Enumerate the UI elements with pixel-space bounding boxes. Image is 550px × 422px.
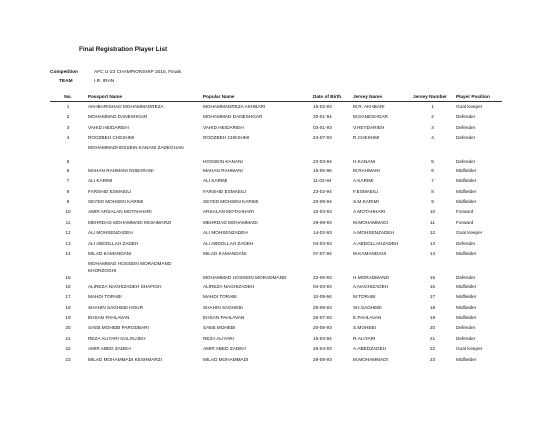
cell-jersey-name: E.PAHLAVAN: [353, 315, 382, 321]
cell-popular: VAHID HEIDARIEH: [203, 124, 244, 130]
cell-position: Midfielder: [456, 188, 477, 194]
header-jersey-name: Jersey Name: [351, 93, 411, 102]
cell-position: Midfielder: [456, 167, 477, 173]
table-row: [50, 260, 502, 283]
document-title: Final Registration Player List: [79, 46, 168, 53]
cell-popular: MOHAMMAD DANESHGAR: [203, 114, 263, 120]
cell-dob: 10-09-94: [313, 294, 332, 300]
cell-jersey-name: A.MOTAHHARI: [353, 209, 386, 215]
cell-no: 5: [66, 158, 70, 164]
cell-jersey-number: 10: [429, 209, 436, 215]
cell-position: Defender: [456, 240, 476, 246]
cell-popular: MILAD MOHAMMADI: [203, 356, 249, 362]
cell-position: Midfielder: [456, 315, 477, 321]
table-row: [50, 176, 502, 186]
cell-no: 1: [66, 103, 70, 109]
cell-popular: MOHAMMAD HOSSEIN MORADMAND: [203, 274, 287, 280]
cell-passport: FARSHID ESMAEILI: [88, 188, 132, 194]
cell-position: Midfielder: [456, 251, 477, 257]
cell-jersey-name: A.KARIMI: [353, 178, 374, 184]
cell-jersey-name: M.DANESHGAR: [353, 114, 388, 120]
cell-jersey-number: 9: [431, 199, 434, 205]
header-jersey-number: Jersey Number: [411, 93, 454, 102]
cell-position: Defender: [456, 325, 476, 331]
table-row: [50, 144, 502, 167]
cell-jersey-name: M.R. AKHBARI: [353, 103, 385, 109]
cell-popular: ROOZBEH CHESHMI: [203, 135, 250, 141]
table-row: [50, 197, 502, 207]
cell-position: Midfielder: [456, 304, 477, 310]
cell-position: Defender: [456, 335, 476, 341]
cell-no: 14: [65, 251, 71, 257]
cell-passport: AMIR ABED ZADEH: [88, 346, 131, 352]
cell-passport: AKHBARISHAD MOHAMMADREZA: [88, 103, 164, 109]
cell-jersey-name: H.KANANI: [353, 158, 376, 164]
table-row: [50, 228, 502, 238]
cell-dob: 24-07-93: [313, 135, 332, 141]
cell-dob: 25-07-93: [313, 315, 332, 321]
cell-jersey-number: 22: [429, 346, 436, 352]
cell-jersey-number: 7: [431, 178, 434, 184]
cell-dob: 04-03-93: [313, 283, 332, 289]
cell-popular: SEYED MOHSEN KARIMI: [203, 199, 259, 205]
cell-popular: MILAD KAMANDANI: [203, 251, 247, 257]
cell-no: 19: [65, 315, 71, 321]
competition-value: AFC U-23 CHAMPIONSHIP 2016, Finals: [94, 70, 182, 75]
cell-passport: SHAHIN SAGHEBI HOUR: [88, 304, 143, 310]
cell-popular: EHSAN PAHLAVAN: [203, 315, 245, 321]
cell-jersey-number: 18: [429, 304, 436, 310]
cell-jersey-name: M.MOHAMMADI: [353, 356, 388, 362]
cell-jersey-name: S.MOHEBI: [353, 325, 376, 331]
table-row: [50, 239, 502, 249]
cell-passport: SAEB MOHEBI PARODBARI: [88, 325, 149, 331]
cell-jersey-number: 5: [431, 158, 434, 164]
cell-jersey-number: 15: [429, 274, 436, 280]
cell-jersey-number: 16: [429, 283, 436, 289]
header-popular-name: Popular Name: [201, 93, 311, 102]
cell-popular: SHAHIN SAGHEBI: [203, 304, 243, 310]
cell-no: 15: [65, 274, 71, 280]
cell-position: Forward: [456, 209, 474, 215]
table-row: [50, 112, 502, 122]
cell-no: 22: [65, 346, 71, 352]
cell-popular: MAHAN RAHMANI: [203, 167, 243, 173]
cell-no: 17: [65, 294, 71, 300]
cell-popular: MEHRDAD MOHAMMADI: [203, 219, 258, 225]
cell-jersey-name: A.ABEDZADEH: [353, 346, 387, 352]
cell-no: 12: [65, 230, 71, 236]
cell-popular: ALI KARIMI: [203, 178, 228, 184]
cell-passport: MOHAMMADHOSSEIN KANANI ZADEGHAN: [88, 144, 184, 150]
table-row: [50, 344, 502, 354]
cell-popular: REZA ALIYARI: [203, 335, 234, 341]
cell-jersey-name: R.CHESHMI: [353, 135, 380, 141]
table-row: [50, 123, 502, 133]
cell-dob: 11-02-94: [313, 178, 332, 184]
cell-position: Goal Keeper: [456, 346, 483, 352]
cell-dob: 15-03-94: [313, 335, 332, 341]
cell-dob: 15-02-93: [313, 103, 332, 109]
cell-position: Midfielder: [456, 283, 477, 289]
cell-dob: 03-01-93: [313, 124, 332, 130]
cell-jersey-name: F.ESMAEILI: [353, 188, 379, 194]
cell-passport: MILAD KAMANDANI: [88, 251, 132, 257]
cell-jersey-name: A.MOHSENZADEH: [353, 230, 394, 236]
table-row: [50, 303, 502, 313]
cell-position: Goal Keeper: [456, 103, 483, 109]
cell-dob: 07-07-94: [313, 251, 332, 257]
cell-jersey-number: 19: [429, 315, 436, 321]
cell-passport: ALIREZA NAGHIZADEH SHAFIGH: [88, 283, 162, 289]
cell-passport: MAHDI TORABI: [88, 294, 122, 300]
cell-jersey-name: A.ABDOLLAHZADEH: [353, 240, 399, 246]
cell-no: 7: [66, 178, 70, 184]
cell-jersey-number: 14: [429, 251, 436, 257]
cell-popular: ALI MOHSENZADEH: [203, 230, 248, 236]
cell-no: 23: [65, 356, 71, 362]
header-passport-name: Passport Name: [86, 93, 201, 102]
cell-dob: 20-01-94: [313, 114, 332, 120]
cell-jersey-name: M.KAMANDANI: [353, 251, 387, 257]
cell-passport: ROOZBEH CHESHMI: [88, 135, 135, 141]
cell-jersey-name: S.M.KARIMI: [353, 199, 379, 205]
table-row: [50, 355, 502, 365]
cell-position: Midfielder: [456, 294, 477, 300]
cell-passport: SEYED MOHSEN KARIMI: [88, 199, 144, 205]
cell-passport: MAHAN RAHMANI NOBARANI: [88, 167, 154, 173]
header-no: No.: [50, 93, 86, 102]
cell-no: 6: [66, 167, 70, 173]
cell-no: 4: [66, 135, 70, 141]
cell-popular: MAHDI TORABI: [203, 294, 237, 300]
table-row: [50, 313, 502, 323]
cell-no: 16: [65, 283, 71, 289]
cell-position: Defender: [456, 114, 476, 120]
cell-jersey-number: 21: [429, 335, 436, 341]
cell-dob: 29-09-93: [313, 356, 332, 362]
cell-jersey-number: 4: [431, 135, 434, 141]
cell-position: Defender: [456, 135, 476, 141]
cell-dob: 22-06-93: [313, 274, 332, 280]
cell-passport: EHSAN PAHLAVAN: [88, 315, 130, 321]
table-row: [50, 218, 502, 228]
cell-passport: ALI KARIMI: [88, 178, 113, 184]
cell-jersey-name: M.MOHAMMADI: [353, 219, 388, 225]
table-row: [50, 292, 502, 302]
cell-dob: 14-02-93: [313, 230, 332, 236]
cell-jersey-number: 8: [431, 188, 434, 194]
cell-passport: ALI MOHSENZADEH: [88, 230, 133, 236]
cell-jersey-name: M.RAHMANI: [353, 167, 380, 173]
cell-jersey-number: 17: [429, 294, 436, 300]
cell-dob: 23-03-94: [313, 158, 332, 164]
cell-jersey-number: 20: [429, 325, 436, 331]
cell-no: 13: [65, 240, 71, 246]
cell-jersey-number: 1: [431, 103, 434, 109]
cell-no: 3: [66, 124, 70, 130]
cell-dob: 20-08-93: [313, 325, 332, 331]
cell-position: Forward: [456, 219, 474, 225]
cell-position: Defender: [456, 158, 476, 164]
cell-dob: 25-09-93: [313, 304, 332, 310]
cell-no: 9: [66, 199, 70, 205]
table-row: [50, 208, 502, 218]
cell-no: 18: [65, 304, 71, 310]
table-header-row: [50, 93, 502, 102]
cell-passport: VAHID HEIDARIEH: [88, 124, 129, 130]
cell-popular: FARSHID ESMAEILI: [203, 188, 247, 194]
table-row: [50, 133, 502, 143]
cell-passport: MOHAMMAD HOSSEIN MORADMAND KHORZOGHI: [88, 260, 172, 274]
cell-dob: 15-06-96: [313, 167, 332, 173]
cell-popular: ARSALAN MOTAHHARI: [203, 209, 254, 215]
cell-passport: AMIR ARSALAN MOTAHHARI: [88, 209, 152, 215]
cell-no: 2: [66, 114, 70, 120]
cell-jersey-name: H.MORADMAND: [353, 274, 389, 280]
cell-no: 8: [66, 188, 70, 194]
cell-jersey-number: 3: [431, 124, 434, 130]
cell-jersey-number: 2: [431, 114, 434, 120]
table-row: [50, 249, 502, 259]
cell-dob: 23-02-94: [313, 188, 332, 194]
team-label: TEAM: [59, 79, 73, 84]
table-row: [50, 187, 502, 197]
cell-no: 10: [65, 209, 71, 215]
table-row: [50, 324, 502, 334]
cell-jersey-number: 12: [429, 230, 436, 236]
cell-passport: REZA ALIYARI GALOUJEH: [88, 335, 146, 341]
table-row: [50, 334, 502, 344]
table-row: [50, 102, 502, 113]
cell-jersey-name: A.NAGHIZADEH: [353, 283, 389, 289]
cell-no: 21: [65, 335, 71, 341]
player-list-table: [50, 93, 502, 365]
cell-position: Defender: [456, 124, 476, 130]
cell-jersey-number: 6: [431, 167, 434, 173]
cell-popular: SAEB MOHEBI: [203, 325, 236, 331]
cell-no: 11: [65, 219, 71, 225]
cell-passport: ALI ABDOLLAH ZADEH: [88, 240, 139, 246]
cell-jersey-name: SH.SAGHEBI: [353, 304, 382, 310]
competition-label: Competition: [50, 70, 78, 75]
cell-jersey-name: V.HEYDARIEH: [353, 124, 385, 130]
cell-position: Defender: [456, 274, 476, 280]
cell-popular: ALI ABDOLLAH ZADEH: [203, 240, 254, 246]
cell-jersey-number: 23: [429, 356, 436, 362]
table-row: [50, 166, 502, 176]
cell-dob: 29-09-93: [313, 219, 332, 225]
cell-position: Midfielder: [456, 199, 477, 205]
cell-jersey-name: R.ALIYARI: [353, 335, 376, 341]
cell-position: Midfielder: [456, 356, 477, 362]
cell-position: Goal Keeper: [456, 230, 483, 236]
cell-popular: HOSSEIN KANANI: [203, 158, 243, 164]
cell-jersey-number: 13: [429, 240, 436, 246]
cell-position: Midfielder: [456, 178, 477, 184]
cell-dob: 26-04-93: [313, 346, 332, 352]
cell-jersey-number: 11: [430, 219, 435, 225]
cell-dob: 04-03-93: [313, 240, 332, 246]
cell-popular: ALIREZA NAGHIZADEH: [203, 283, 255, 289]
team-value: I.R. IRAN: [94, 79, 115, 84]
cell-popular: AMIR ABED ZADEH: [203, 346, 246, 352]
cell-popular: MOHAMMADREZA AKHBARI: [203, 103, 266, 109]
header-date-of-birth: Date of Birth: [311, 93, 351, 102]
cell-passport: MILAD MOHAMMADI KESHMARZI: [88, 356, 162, 362]
header-player-position: Player Position: [454, 93, 502, 102]
cell-dob: 10-03-93: [313, 209, 332, 215]
cell-passport: MOHAMMAD DANESHGAR: [88, 114, 148, 120]
cell-no: 20: [65, 325, 71, 331]
table-row: [50, 282, 502, 292]
cell-jersey-name: M.TORABI: [353, 294, 376, 300]
cell-dob: 20-09-94: [313, 199, 332, 205]
cell-passport: MEHRDAD MOHAMMADI KESHMARZI: [88, 219, 172, 225]
